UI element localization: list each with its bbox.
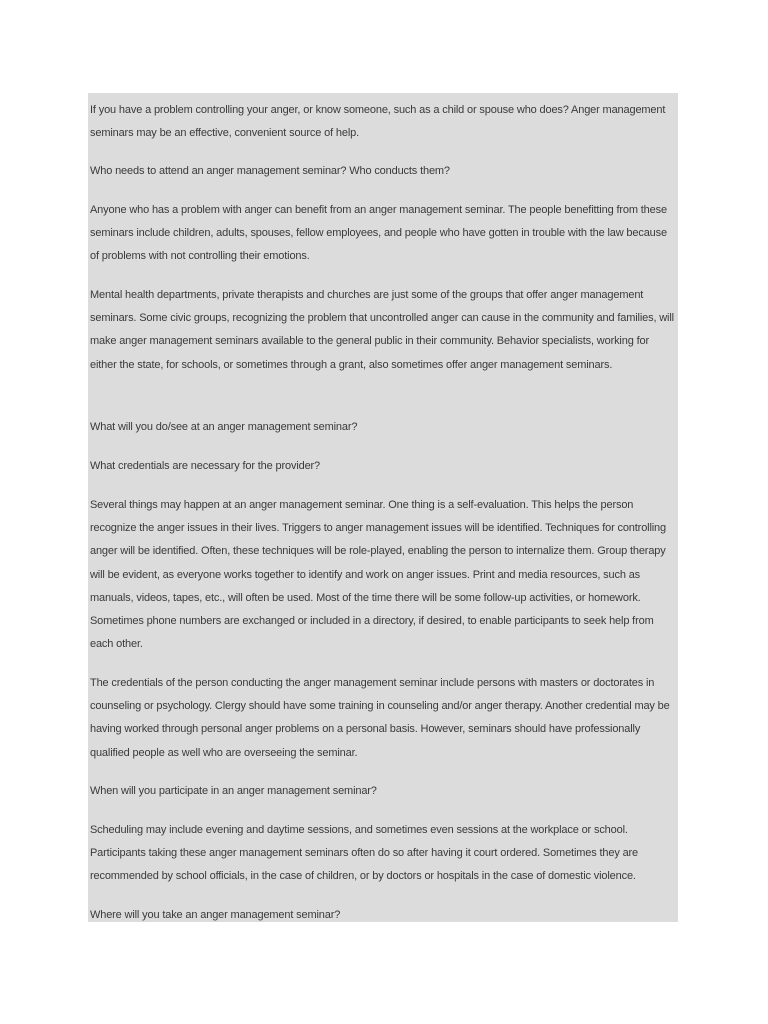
paragraph-who-benefits: Anyone who has a problem with anger can benefit from an anger management seminar. The people benefitting from these seminars include children, adults, spouses, fellow employees, and people who have gotten in trouble with the law because of problems with not controlling their emotions. <box>90 204 667 263</box>
question-where: Where will you take an anger management seminar? <box>90 909 341 921</box>
paragraph-what-happens: Several things may happen at an anger management seminar. One thing is a self-evaluation. This helps the person recognize the anger issues in their lives. Triggers to anger management issues will be identified. Techniques for controlling anger will be identified. Often, these techniques will be role-played, enabling the person to internalize them. Group therapy will be evident, as everyone works together to identify and work on anger issues. Print and media resources, such as manuals, videos, tapes, etc., will often be used. Most of the time there will be some follow-up activities, or homework. Sometimes phone numbers are exchanged or included in a directory, if desired, to enable participants to seek help from each other. <box>90 499 666 651</box>
question-credentials: What credentials are necessary for the provider? <box>90 460 321 472</box>
paragraph-scheduling: Scheduling may include evening and daytime sessions, and sometimes even sessions at the workplace or school. Participants taking these anger management seminars often do so after having it court ordered. Sometimes they are recommended by school officials, in the case of children, or by doctors or hospitals in the case of domestic violence. <box>90 824 639 883</box>
question-when: When will you participate in an anger management seminar? <box>90 785 377 797</box>
question-who-needs: Who needs to attend an anger management seminar? Who conducts them? <box>90 165 450 177</box>
question-what-happens: What will you do/see at an anger management seminar? <box>90 421 358 433</box>
paragraph-credentials: The credentials of the person conducting the anger management seminar include persons with masters or doctorates in counseling or psychology. Clergy should have some training in counseling and/or anger therapy. Another credential may be having worked through personal anger problems on a personal basis. However, seminars should have professionally qualified people as well who are overseeing the seminar. <box>90 677 670 759</box>
document-text-block <box>88 93 678 922</box>
paragraph-providers: Mental health departments, private therapists and churches are just some of the groups that offer anger management seminars. Some civic groups, recognizing the problem that uncontrolled anger can cause in the community and families, will make anger management seminars available to the general public in their community. Behavior specialists, working for either the state, for schools, or sometimes through a grant, also sometimes offer anger management seminars. <box>90 289 674 371</box>
paragraph-intro: If you have a problem controlling your anger, or know someone, such as a child or spouse who does? Anger management seminars may be an effective, convenient source of help. <box>90 104 666 140</box>
